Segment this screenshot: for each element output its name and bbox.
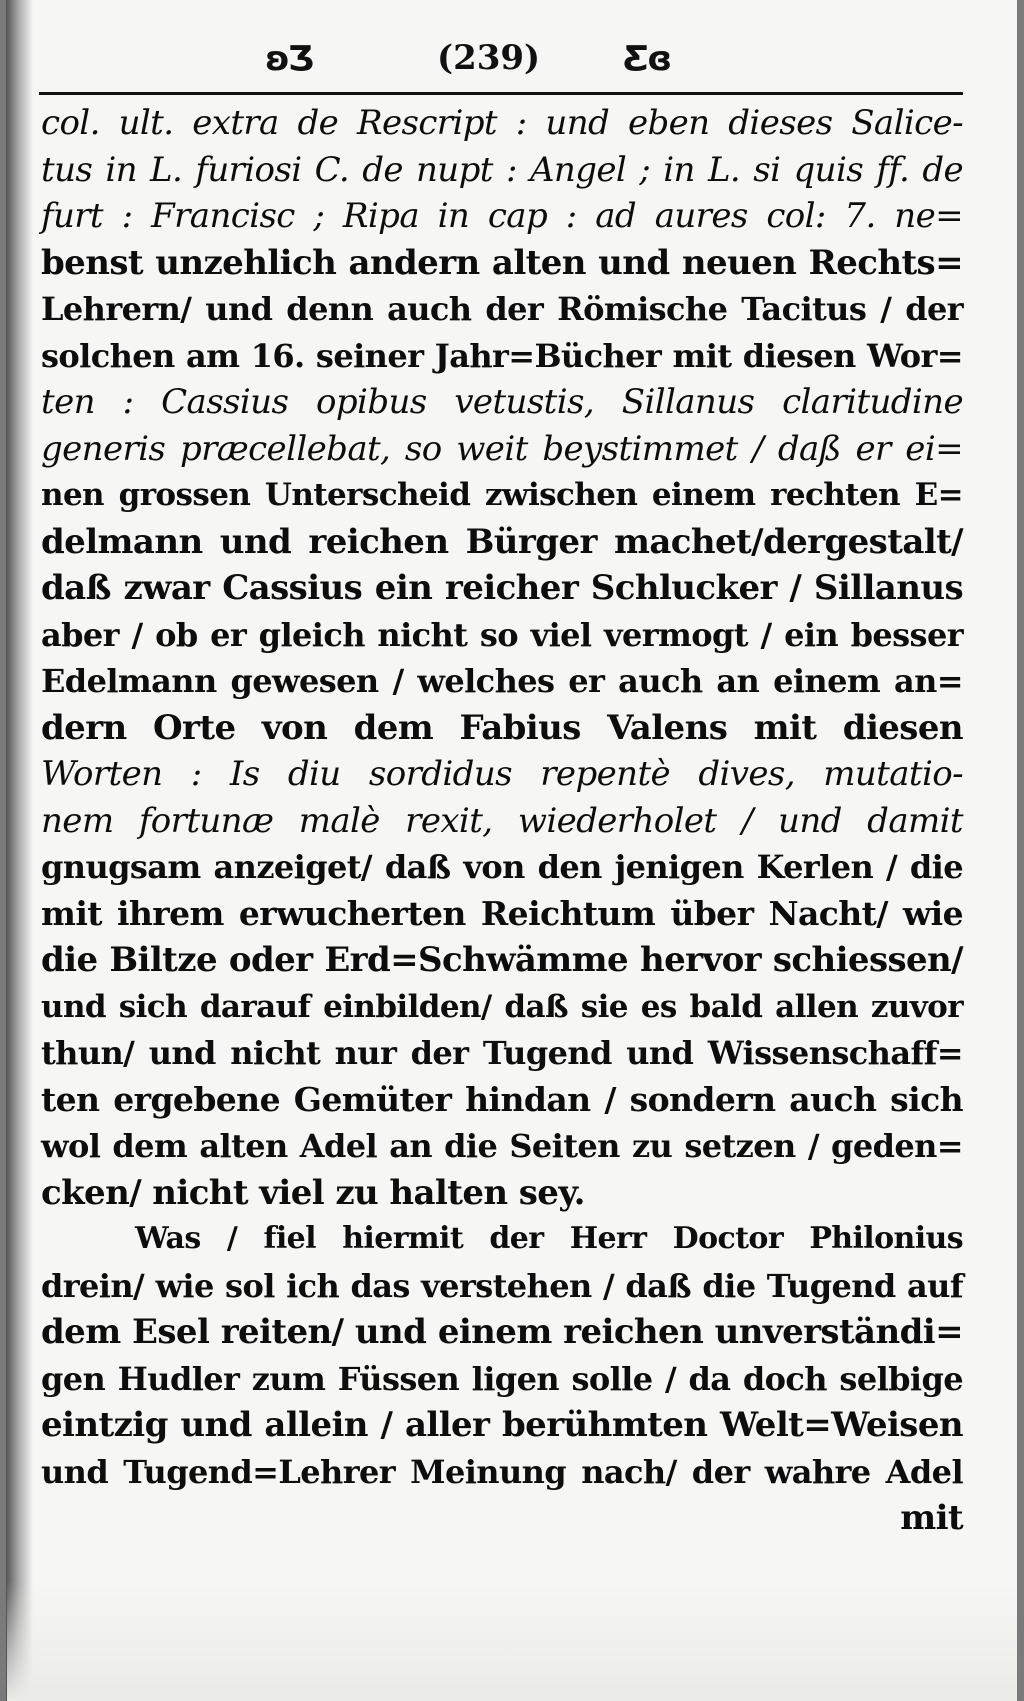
text-line: und Tugend=Lehrer Meinung nach/ der wahre Adel [41, 1452, 963, 1491]
book-page [6, 0, 1017, 1701]
text-line: furt : Francisc ; Ripa in cap : ad aures col: 7. ne= [41, 196, 963, 236]
text-line: gnugsam anzeiget/ daß von den jenigen Kerlen / die [41, 848, 963, 886]
text-line: und sich darauf einbilden/ daß sie es bald allen zuvor [41, 988, 963, 1025]
page-header [7, 34, 1017, 84]
text-line: tus in L. furiosi C. de nupt : Angel ; in L. si quis ff. de [41, 149, 963, 190]
text-line: nen grossen Unterscheid zwischen einem rechten E= [41, 477, 963, 513]
text-line: dern Orte von dem Fabius Valens mit diesen [41, 707, 963, 748]
catchword: mit [900, 1498, 963, 1538]
text-line: mit ihrem erwucherten Reichtum über Nacht/ wie [41, 893, 963, 933]
body-text [41, 100, 963, 1542]
text-line: solchen am 16. seiner Jahr=Bücher mit diesen Wor= [41, 336, 963, 375]
page-number: (239) [437, 38, 541, 78]
text-line: drein/ wie sol ich das verstehen / daß die Tugend auf [41, 1266, 963, 1305]
text-line: delmann und reichen Bürger machet/dergestalt/ [41, 521, 963, 562]
text-line: cken/ nicht viel zu halten sey. [41, 1172, 585, 1213]
page-bottom-fade [7, 1581, 1017, 1701]
text-line: nem fortunæ malè rexit, wiederholet / und damit [41, 800, 963, 841]
text-line: eintzig und allein / aller berühmten Welt=Weisen [41, 1405, 963, 1445]
text-line: die Biltze oder Erd=Schwämme hervor schiessen/ [41, 940, 963, 980]
text-line: benst unzehlich andern alten und neuen Rechts= [41, 242, 963, 283]
text-line: ten : Cassius opibus vetustis, Sillanus claritudine [41, 382, 963, 422]
text-line: Lehrern/ und denn auch der Römische Tacitus / der [41, 290, 963, 328]
text-line: gen Hudler zum Füssen ligen solle / da doch selbige [41, 1359, 963, 1398]
text-line: wol dem alten Adel an die Seiten zu setzen / geden= [41, 1127, 963, 1165]
text-line: thun/ und nicht nur der Tugend und Wissenschaff= [41, 1034, 963, 1072]
header-rule [39, 92, 963, 95]
text-line: aber / ob er gleich nicht so viel vermogt / ein besser [41, 615, 963, 654]
text-line: Was / fiel hiermit der Herr Doctor Philonius [135, 1221, 963, 1256]
ornament-right: Ƹɞ [623, 39, 671, 79]
text-line: col. ult. extra de Rescript : und eben dieses Salice- [41, 103, 963, 143]
text-line: daß zwar Cassius ein reicher Schlucker / Sillanus [41, 568, 963, 608]
text-line: generis præcellebat, so weit beystimmet / daß er ei= [41, 428, 963, 469]
ornament-left: ʚƷ [265, 39, 313, 79]
text-line: Worten : Is diu sordidus repentè dives, mutatio- [41, 754, 963, 794]
text-line: ten ergebene Gemüter hindan / sondern auch sich [41, 1079, 963, 1119]
gutter-shadow [7, 0, 33, 1701]
text-line: Edelmann gewesen / welches er auch an einem an= [41, 662, 963, 700]
text-line: dem Esel reiten/ und einem reichen unverständi= [41, 1312, 963, 1352]
